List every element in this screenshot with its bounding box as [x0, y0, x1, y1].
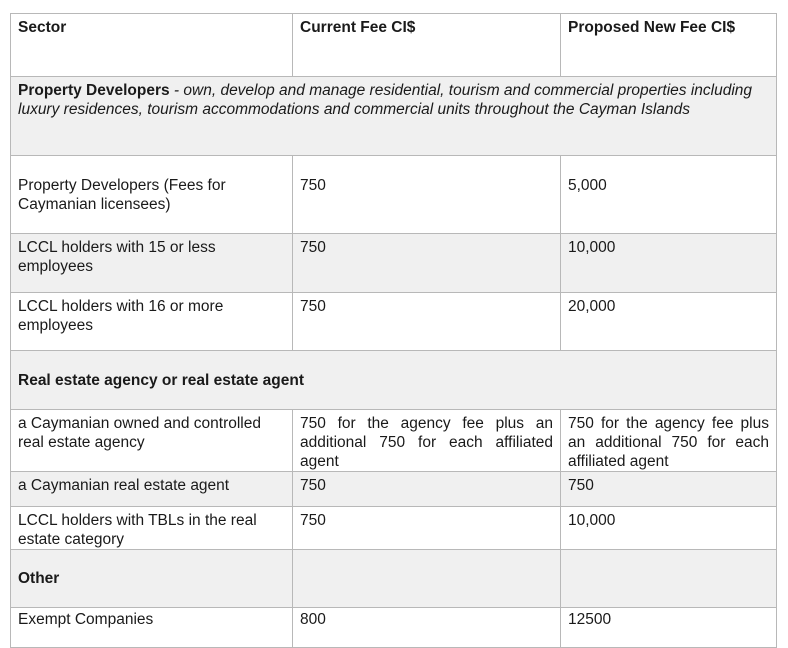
row-proposed-fee: 12500	[561, 608, 777, 648]
section-other-empty-cell	[293, 550, 561, 608]
row-current-fee: 750	[293, 507, 561, 550]
row-proposed-fee: 10,000	[561, 507, 777, 550]
row-current-fee: 750	[293, 156, 561, 234]
section-property-cell	[11, 77, 777, 156]
row-current-fee: 750	[293, 234, 561, 293]
row-sector: LCCL holders with 15 or less employees	[11, 234, 293, 293]
row-sector: Property Developers (Fees for Caymanian licensees)	[11, 156, 293, 234]
section-row-other	[11, 550, 777, 608]
fee-table	[10, 13, 777, 648]
table-row	[11, 472, 777, 507]
table-row	[11, 234, 777, 293]
header-sector: Sector	[11, 14, 293, 77]
section-property-title: Property Developers	[18, 82, 170, 99]
row-current-fee: 750 for the agency fee plus an additional 750 for each affiliated agent	[293, 410, 561, 472]
section-row-real-estate	[11, 351, 777, 410]
section-other-title: Other	[11, 550, 293, 608]
table-row	[11, 156, 777, 234]
row-current-fee: 750	[293, 293, 561, 351]
row-proposed-fee: 750	[561, 472, 777, 507]
row-sector: LCCL holders with 16 or more employees	[11, 293, 293, 351]
row-current-fee: 750	[293, 472, 561, 507]
section-property-description: - own, develop and manage residential, tourism and commercial properties including luxury residences, tourism accommodations and commercial units throughout the Cayman Islands	[18, 82, 753, 118]
table-row	[11, 608, 777, 648]
table-row	[11, 507, 777, 550]
row-sector: a Caymanian owned and controlled real estate agency	[11, 410, 293, 472]
row-proposed-fee: 5,000	[561, 156, 777, 234]
header-row	[11, 14, 777, 77]
row-current-fee: 800	[293, 608, 561, 648]
header-proposed-fee: Proposed New Fee CI$	[561, 14, 777, 77]
header-current-fee: Current Fee CI$	[293, 14, 561, 77]
section-row-property	[11, 77, 777, 156]
section-other-empty-cell	[561, 550, 777, 608]
row-proposed-fee: 10,000	[561, 234, 777, 293]
section-real-estate-title: Real estate agency or real estate agent	[11, 351, 777, 410]
row-proposed-fee: 750 for the agency fee plus an additional 750 for each affiliated agent	[561, 410, 777, 472]
row-proposed-fee: 20,000	[561, 293, 777, 351]
table-row	[11, 293, 777, 351]
table-row	[11, 410, 777, 472]
row-sector: a Caymanian real estate agent	[11, 472, 293, 507]
row-sector: Exempt Companies	[11, 608, 293, 648]
row-sector: LCCL holders with TBLs in the real estate category	[11, 507, 293, 550]
